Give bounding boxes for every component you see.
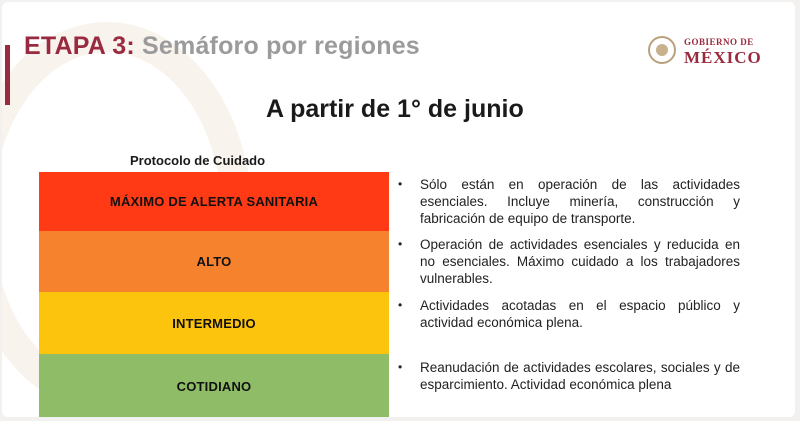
protocol-label: Protocolo de Cuidado: [130, 153, 266, 168]
level-alto: ALTO: [39, 231, 389, 292]
bullet-icon: •: [398, 360, 403, 374]
logo-line-1: GOBIERNO DE: [684, 37, 754, 47]
bullet-icon: •: [398, 237, 403, 251]
subtitle: A partir de 1° de junio: [266, 95, 524, 123]
bullet-icon: •: [398, 177, 403, 191]
traffic-light-levels: [39, 172, 389, 417]
accent-bar: [5, 45, 10, 105]
level-maximo: MÁXIMO DE ALERTA SANITARIA: [39, 172, 389, 231]
bullet-text: Sólo están en operación de las actividades esenciales. Incluye minería, construcción y fabricación de equipo de transporte.: [420, 177, 740, 226]
bullet-text: Reanudación de actividades escolares, sociales y de esparcimiento. Actividad económica plena: [420, 360, 740, 392]
slide: [2, 2, 795, 417]
gobierno-mexico-logo: [648, 34, 768, 70]
page-title: [24, 32, 420, 61]
bullet-icon: •: [398, 298, 403, 312]
title-stage: ETAPA 3:: [24, 32, 135, 60]
logo-line-2: MÉXICO: [684, 48, 762, 67]
bullet-text: Operación de actividades esenciales y reducida en no esenciales. Máximo cuidado a los trabajadores vulnerables.: [420, 237, 740, 286]
level-cotidiano: COTIDIANO: [39, 354, 389, 417]
level-intermedio: INTERMEDIO: [39, 292, 389, 354]
bullet-text: Actividades acotadas en el espacio público y actividad económica plena.: [420, 298, 740, 330]
title-text: Semáforo por regiones: [142, 32, 420, 60]
seal-icon: [648, 36, 676, 64]
